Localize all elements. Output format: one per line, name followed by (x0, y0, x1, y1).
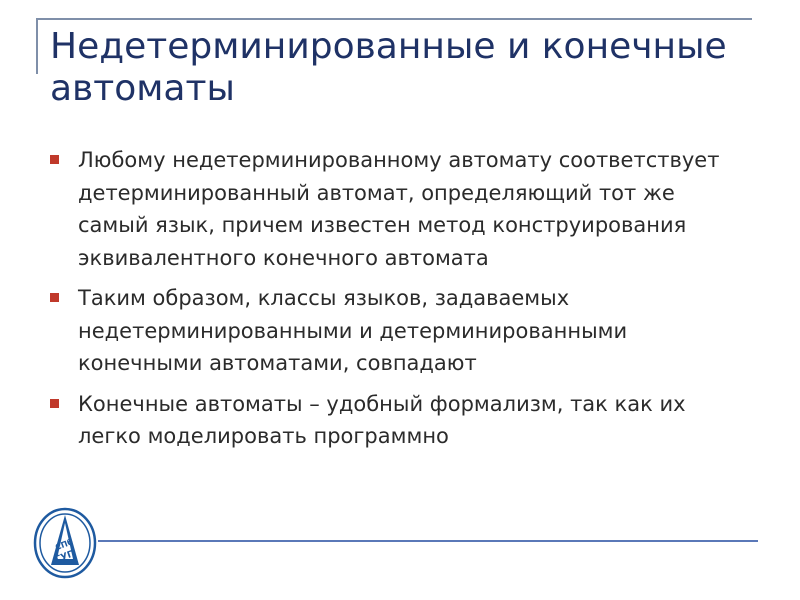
logo-graphic (33, 507, 97, 579)
bottom-divider (98, 540, 758, 542)
square-bullet-icon (50, 293, 59, 302)
bullet-item (50, 388, 750, 453)
university-logo-icon (33, 507, 97, 579)
bullet-text: Таким образом, классы языков, задаваемых недетерминированными и детерминированными конечными автоматами, совпадают (78, 286, 628, 375)
slide-title: Недетерминированные и конечные автоматы (50, 26, 727, 109)
left-divider (36, 18, 38, 74)
logo-text-top: СПб (54, 537, 75, 552)
logo-text-bottom: ГУП (54, 548, 77, 566)
bullet-text: Любому недетерминированному автомату соответствует детерминированный автомат, определяющий тот же самый язык, причем известен метод конструирования эквивалентного конечного автомата (78, 148, 720, 270)
square-bullet-icon (50, 399, 59, 408)
bullet-list (50, 144, 750, 461)
top-divider (36, 18, 752, 20)
bullet-text: Конечные автоматы – удобный формализм, так как их легко моделировать программно (78, 391, 686, 448)
bullet-item (50, 144, 750, 274)
square-bullet-icon (50, 155, 59, 164)
bullet-item (50, 282, 750, 380)
